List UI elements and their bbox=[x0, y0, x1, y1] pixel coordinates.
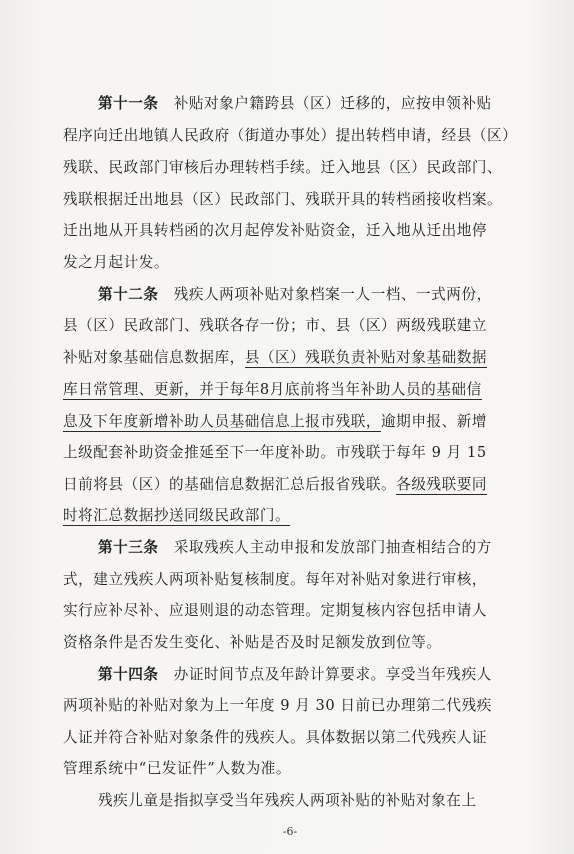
underlined-text: 库日常管理、更新，并于每年8月底前将当年补助人员的基础信 bbox=[63, 381, 482, 398]
article-11-line-5: 迁出地从开具转档函的次月起停发补贴资金，迁入地从迁出地停 bbox=[63, 222, 488, 239]
article-12-line-6: 上级配套补助资金推延至下一年度补助。市残联于每年 9 月 15 bbox=[63, 444, 487, 461]
article-12-heading: 第十二条 bbox=[98, 286, 159, 303]
article-11-line-2: 程序向迁出地镇人民政府（街道办事处）提出转档申请，经县（区） bbox=[63, 127, 518, 144]
article-12-line-5: 息及下年度新增补助人员基础信息上报市残联，逾期申报、新增 bbox=[63, 413, 488, 430]
article-12-line-2: 县（区）民政部门、残联各存一份；市、县（区）两级残联建立 bbox=[63, 317, 488, 334]
article-13-line-4: 资格条件是否发生变化、补贴是否及时足额发放到位等。 bbox=[63, 634, 442, 651]
article-14-line-1: 第十四条 办证时间节点及年龄计算要求。享受当年残疾人 bbox=[98, 666, 492, 683]
article-14-paragraph-2: 残疾儿童是指拟享受当年残疾人两项补贴的补贴对象在上 bbox=[98, 792, 477, 809]
article-12-line-4 bbox=[63, 380, 518, 400]
article-13-heading: 第十三条 bbox=[98, 539, 159, 556]
underlined-text: 各级残联要同 bbox=[396, 476, 488, 493]
article-13-line-3: 实行应补尽补、应退则退的动态管理。定期复核内容包括申请人 bbox=[63, 602, 488, 619]
article-13-line-1: 第十三条 采取残疾人主动申报和发放部门抽查相结合的方 bbox=[98, 539, 492, 556]
article-11-line-3: 残联、民政部门审核后办理转档手续。迁入地县（区）民政部门、 bbox=[63, 159, 503, 176]
underlined-text: 时将汇总数据抄送同级民政部门。 bbox=[63, 507, 291, 524]
article-14-line-2: 两项补贴的补贴对象为上一年度 9 月 30 日前已办理第二代残疾 bbox=[63, 697, 492, 714]
underlined-text: 息及下年度新增补助人员基础信息上报市残联， bbox=[63, 413, 382, 430]
article-11-heading: 第十一条 bbox=[98, 95, 159, 112]
article-12-line-1: 第十二条 残疾人两项补贴对象档案一人一档、一式两份， bbox=[98, 286, 492, 303]
article-14-line-4: 管理系统中“已发证件”人数为准。 bbox=[63, 760, 292, 777]
article-14-heading: 第十四条 bbox=[98, 666, 159, 683]
article-12-line-8 bbox=[63, 506, 518, 526]
article-12-line-7: 日前将县（区）的基础信息数据汇总后报省残联。各级残联要同 bbox=[63, 476, 488, 493]
page-number: -6- bbox=[282, 825, 298, 838]
article-11-line-6: 发之月起计发。 bbox=[63, 254, 170, 271]
article-14-line-3: 人证并符合补贴对象条件的残疾人。具体数据以第二代残疾人证 bbox=[63, 729, 488, 746]
article-11-line-4: 残联根据迁出地县（区）民政部门、残联开具的转档函接收档案。 bbox=[63, 191, 503, 208]
article-13-line-2: 式，建立残疾人两项补贴复核制度。每年对补贴对象进行审核， bbox=[63, 571, 488, 588]
underlined-text: 县（区）残联负责补贴对象基础数据 bbox=[244, 349, 488, 366]
article-11-line-1: 第十一条 补贴对象户籍跨县（区）迁移的，应按申领补贴 bbox=[98, 95, 492, 112]
article-12-line-3: 补贴对象基础信息数据库，县（区）残联负责补贴对象基础数据 bbox=[63, 349, 488, 366]
